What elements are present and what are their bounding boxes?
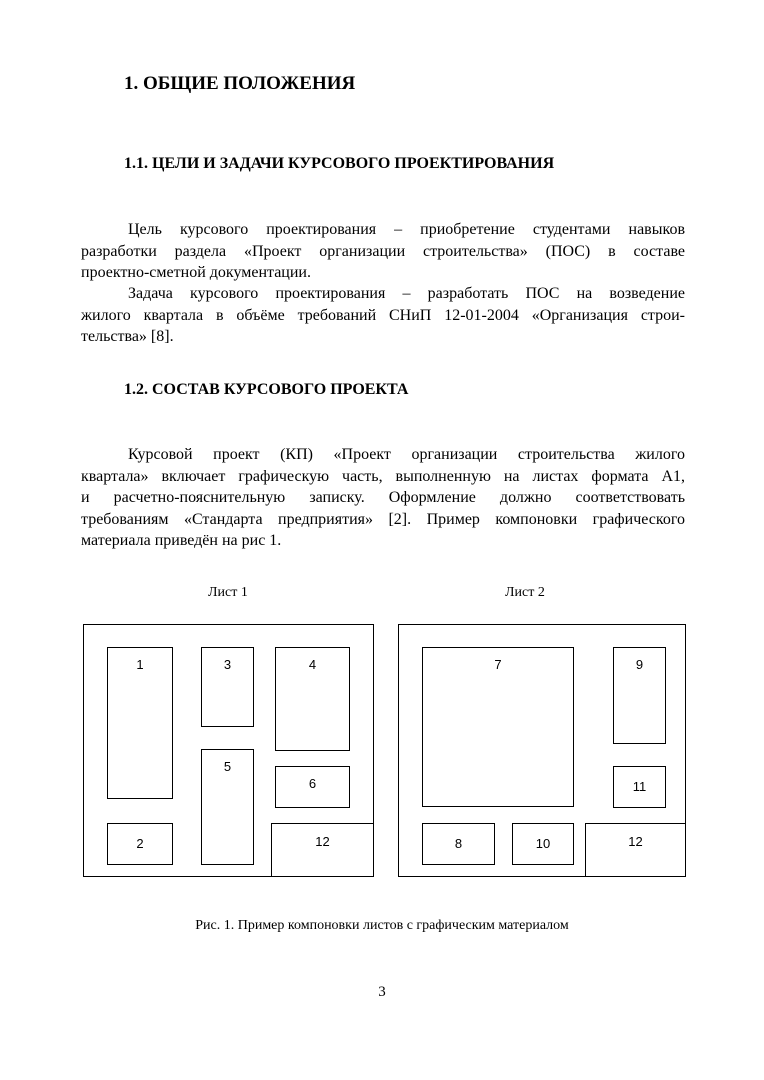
sheet-2-title: Лист 2 <box>505 585 545 600</box>
paragraph-task-line-2: жилого квартала в объёме требований СНиП 12-01-2004 «Организация строи- <box>81 306 685 324</box>
sheet-2-cell-11: 11 <box>613 766 666 808</box>
sheet-1-cell-2: 2 <box>107 823 173 865</box>
paragraph-composition <box>81 444 685 552</box>
sheet-2-cell-7: 7 <box>422 647 574 807</box>
paragraph-composition-line-4: требованиям «Стандарта предприятия» [2]. Пример компоновки графического <box>81 510 685 528</box>
sheet-2-cell-10: 10 <box>512 823 574 865</box>
sheet-1-cell-5: 5 <box>201 749 254 865</box>
figure-caption: Рис. 1. Пример компоновки листов с графическим материалом <box>195 918 569 933</box>
paragraph-goal-line-1: Цель курсового проектирования – приобретение студентами навыков <box>128 221 685 238</box>
page-number: 3 <box>378 984 386 1000</box>
sheet-2-frame <box>398 624 686 877</box>
paragraph-goal-line-2: разработки раздела «Проект организации строительства» (ПОС) в составе <box>81 242 685 260</box>
sheet-1-cell-12: 12 <box>271 823 374 877</box>
paragraph-goal-line-3: проектно-сметной документации. <box>81 264 311 281</box>
sheet-1-cell-4: 4 <box>275 647 350 751</box>
sheet-2-cell-9: 9 <box>613 647 666 744</box>
paragraph-task-line-1: Задача курсового проектирования – разработать ПОС на возведение <box>128 285 685 302</box>
sheet-2-cell-12: 12 <box>585 823 686 877</box>
sheet-1-title: Лист 1 <box>208 585 248 600</box>
paragraph-task <box>81 283 685 348</box>
sheet-1-cell-6: 6 <box>275 766 350 808</box>
paragraph-composition-line-3: и расчетно-пояснительную записку. Оформление должно соответствовать <box>81 489 685 506</box>
sheet-1-cell-1: 1 <box>107 647 173 799</box>
paragraph-goal <box>81 219 685 284</box>
sheet-2-cell-8: 8 <box>422 823 495 865</box>
section-heading-goals: 1.1. ЦЕЛИ И ЗАДАЧИ КУРСОВОГО ПРОЕКТИРОВАНИЯ <box>124 155 555 172</box>
sheet-1-cell-3: 3 <box>201 647 254 727</box>
page-title: 1. ОБЩИЕ ПОЛОЖЕНИЯ <box>124 73 356 94</box>
paragraph-composition-line-1: Курсовой проект (КП) «Проект организации строительства жилого <box>128 446 685 463</box>
sheet-1-frame <box>83 624 374 877</box>
paragraph-task-line-3: тельства» [8]. <box>81 328 174 345</box>
paragraph-composition-line-2: квартала» включает графическую часть, выполненную на листах формата А1, <box>81 467 685 485</box>
section-heading-composition: 1.2. СОСТАВ КУРСОВОГО ПРОЕКТА <box>124 381 409 398</box>
paragraph-composition-line-5: материала приведён на рис 1. <box>81 532 282 549</box>
